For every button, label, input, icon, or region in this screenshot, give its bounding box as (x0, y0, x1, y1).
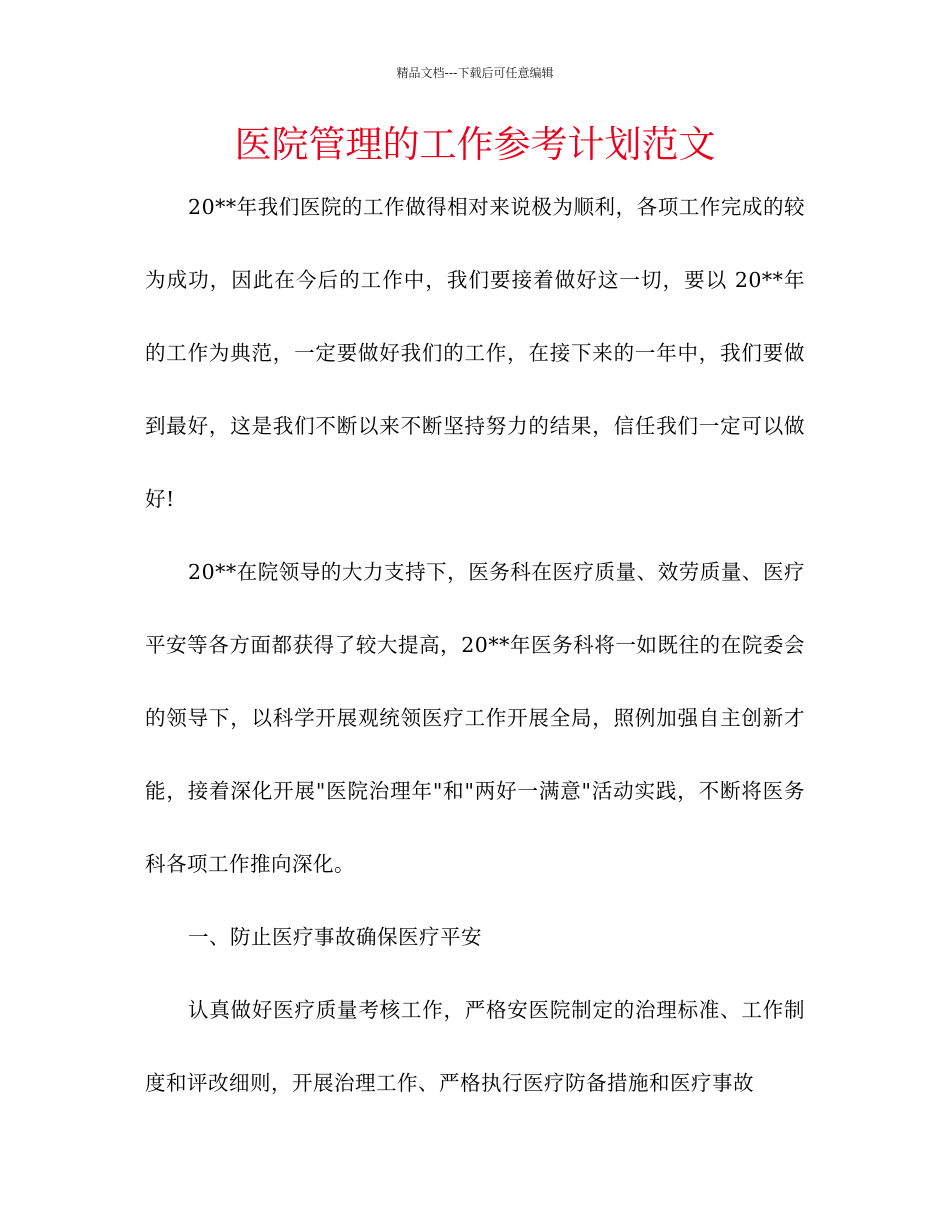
paragraph-summary: 20**在院领导的大力支持下，医务科在医疗质量、效劳质量、医疗平安等各方面都获得了较大提高，20**年医务科将一如既往的在院委会的领导下，以科学开展观统领医疗工作开展全局，照例加强自主创新才能，接着深化开展"医院治理年"和"两好一满意"活动实践，不断将医务科各项工作推向深化。 (145, 560, 805, 876)
header-note: 精品文档---下载后可任意编辑 (396, 66, 554, 80)
paragraph-section-1: 认真做好医疗质量考核工作，严格安医院制定的治理标准、工作制度和评改细则，开展治理工作、严格执行医疗防备措施和医疗事故 (145, 998, 805, 1095)
document-title: 医院管理的工作参考计划范文 (234, 123, 716, 166)
section-heading: 一、防止医疗事故确保医疗平安 (188, 925, 483, 949)
document-body (145, 171, 805, 1120)
paragraph-intro: 20**年我们医院的工作做得相对来说极为顺利，各项工作完成的较为成功，因此在今后的工作中，我们要接着做好这一切，要以 20**年的工作为典范，一定要做好我们的工作，在接下来的一年中，我们要做到最好，这是我们不断以来不断坚持努力的结果，信任我们一定可以做好! (145, 195, 805, 511)
